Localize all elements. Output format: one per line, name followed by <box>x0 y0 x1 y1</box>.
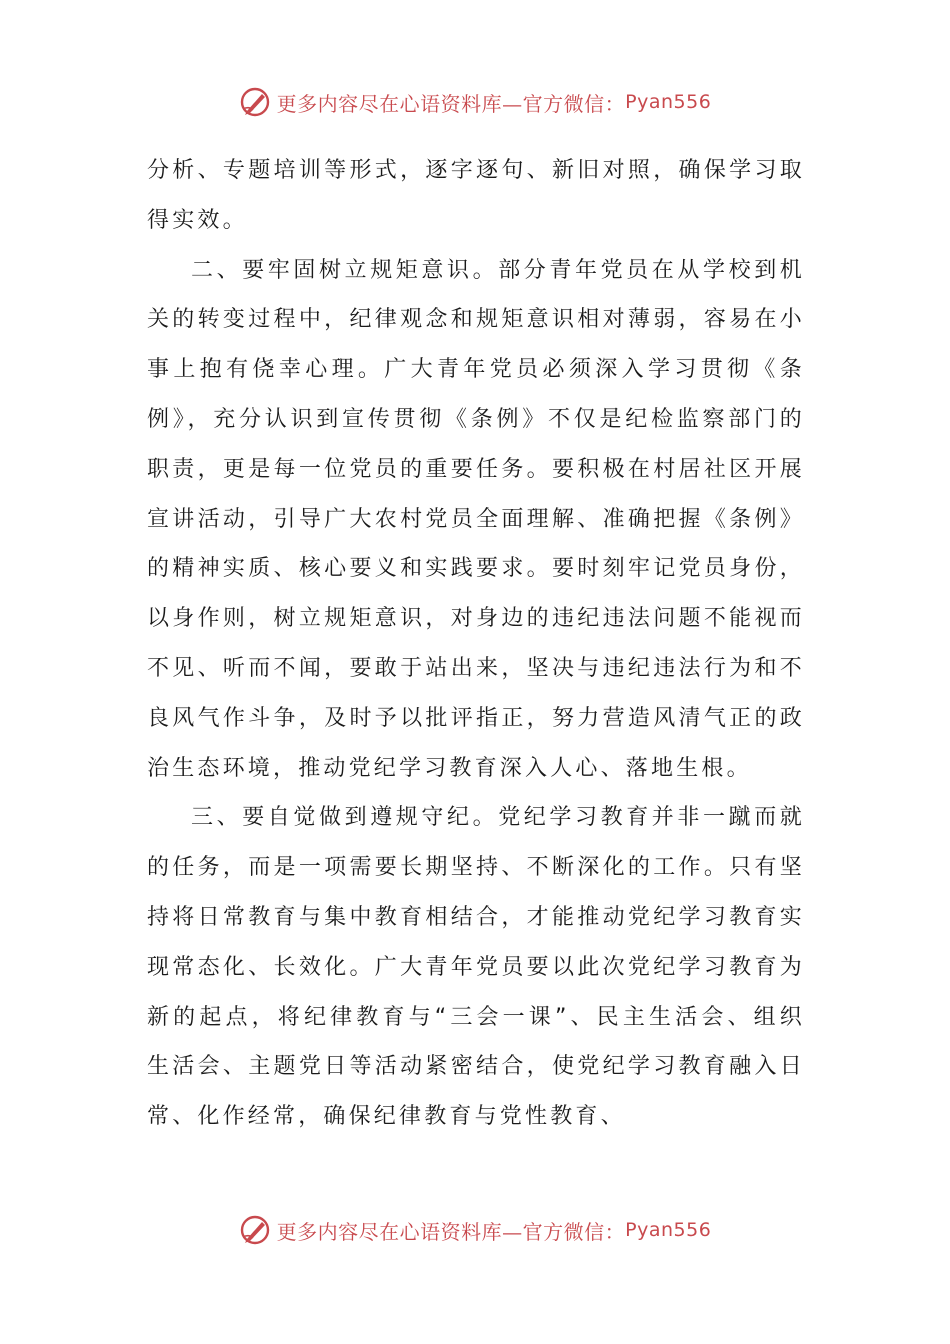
watermark-text: 更多内容尽在心语资料库—官方微信： <box>276 1219 626 1244</box>
paragraph-rules-awareness: 二、要牢固树立规矩意识。部分青年党员在从学校到机关的转变过程中，纪律观念和规矩意识相对薄弱，容易在小事上抱有侥幸心理。广大青年党员必须深入学习贯彻《条例》，充分认识到宣传贯彻《条例》不仅是纪检监察部门的职责，更是每一位党员的重要任务。要积极在村居社区开展宣讲活动，引导广大农村党员全面理解、准确把握《条例》的精神实质、核心要义和实践要求。要时刻牢记党员身份，以身作则，树立规矩意识，对身边的违纪违法问题不能视而不见、听而不闻，要敢于站出来，坚决与违纪违法行为和不良风气作斗争，及时予以批评指正，努力营造风清气正的政治生态环境，推动党纪学习教育深入人心、落地生根。 <box>147 257 805 781</box>
header-watermark <box>0 82 950 122</box>
watermark-wechat-id: Pyan556 <box>625 1219 712 1241</box>
pen-in-circle-icon <box>239 86 271 118</box>
paragraph-discipline: 三、要自觉做到遵规守纪。党纪学习教育并非一蹴而就的任务，而是一项需要长期坚持、不断深化的工作。只有坚持将日常教育与集中教育相结合，才能推动党纪学习教育实现常态化、长效化。广大青年党员要以此次党纪学习教育为新的起点，将纪律教育与“三会一课”、民主生活会、组织生活会、主题党日等活动紧密结合，使党纪学习教育融入日常、化作经常，确保纪律教育与党性教育、 <box>147 805 805 1130</box>
footer-watermark <box>0 1210 950 1250</box>
pen-in-circle-icon <box>239 1214 271 1246</box>
paragraph-continuation: 分析、专题培训等形式，逐字逐句、新旧对照，确保学习取得实效。 <box>147 158 805 233</box>
document-body <box>147 146 805 1142</box>
watermark-text: 更多内容尽在心语资料库—官方微信： <box>276 91 626 116</box>
watermark-wechat-id: Pyan556 <box>625 91 712 113</box>
